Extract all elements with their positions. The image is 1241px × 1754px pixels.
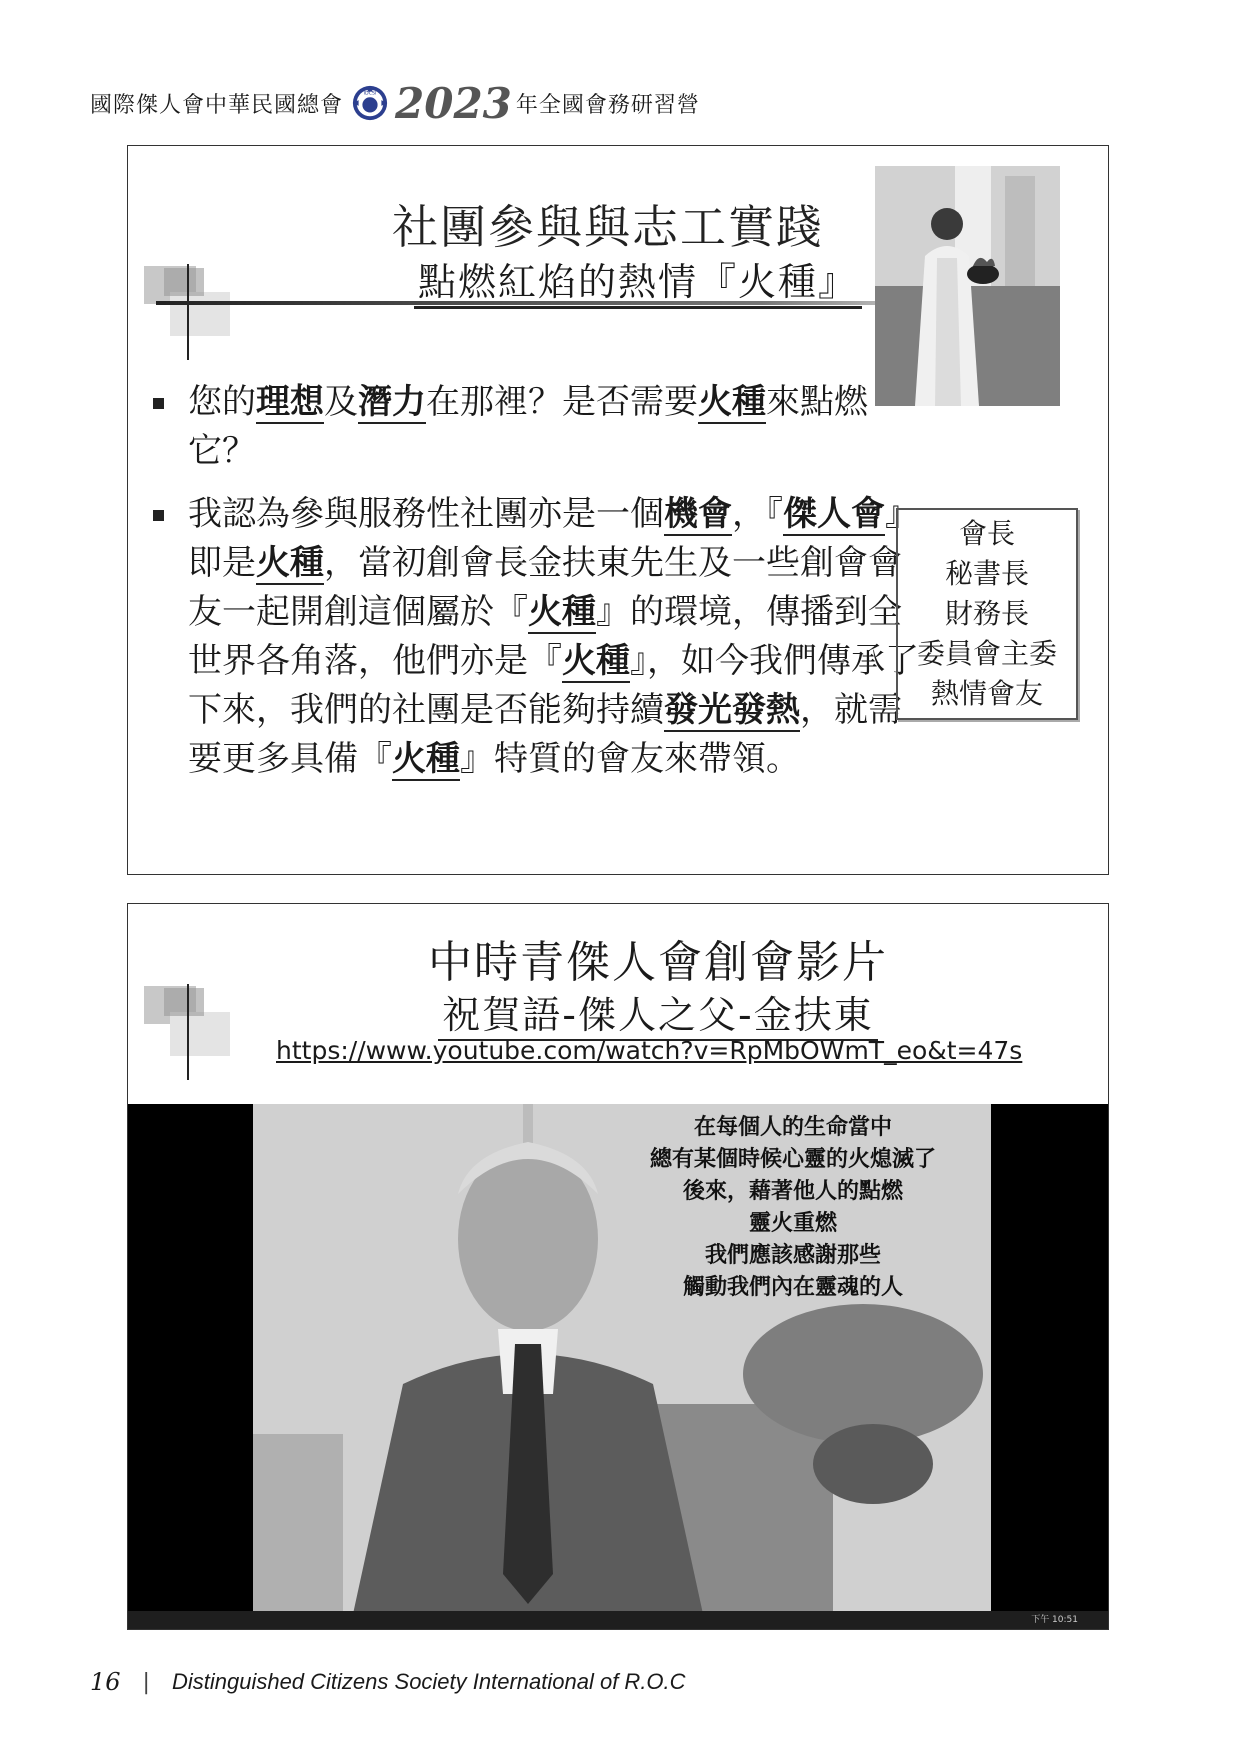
- video-link[interactable]: https://www.youtube.com/watch?v=RpMbOWmT_eo&t=47s: [276, 1036, 1023, 1065]
- keyword-text: 理想: [256, 382, 324, 422]
- slide2-subtitle: 祝賀語-傑人之父-金扶東: [308, 984, 1008, 1039]
- event-name: 年全國會務研習營: [515, 92, 700, 118]
- bullet-text: 來點燃它？: [188, 382, 868, 471]
- keyword-text: 傑人會: [783, 494, 885, 534]
- windows-taskbar: [128, 1611, 1108, 1629]
- keyword-text: 機會: [664, 494, 732, 534]
- slide1-title: 社團參與與志工實踐: [392, 200, 824, 254]
- footer-separator: |: [142, 1669, 150, 1695]
- keyword-text: 火種: [528, 592, 596, 632]
- role-item: 熱情會友: [930, 677, 1043, 710]
- woman-holding-flame-photo: [875, 166, 1060, 406]
- bullet-text: 在那裡？是否需要: [426, 382, 698, 422]
- bullet-item: [153, 490, 933, 784]
- slide2-title: 中時青傑人會創會影片: [428, 937, 888, 988]
- bullet-text: 』，如今我們傳承了下來，我們的社團是否能夠持續: [188, 641, 919, 730]
- bullet-item: [153, 378, 933, 476]
- keyword-text: 火種: [562, 641, 630, 681]
- bullet-text: 您的: [188, 382, 256, 422]
- slide1-bullets: [153, 378, 933, 798]
- role-item: 委員會主委: [916, 637, 1057, 670]
- bullet-text: 』的環境，傳播到全世界各角落，他們亦是『: [188, 592, 902, 681]
- bullet-text: ，就需要更多具備『: [188, 690, 902, 779]
- keyword-text: 潛力: [358, 382, 426, 422]
- bullet-text: ，『: [732, 494, 783, 534]
- keyword-text: 火種: [256, 543, 324, 583]
- keyword-text: 火種: [698, 382, 766, 422]
- logo-text: IDCSI: [363, 91, 377, 97]
- taskbar-clock: 下午 10:51: [1031, 1615, 1078, 1625]
- bullet-text: 』即是: [188, 494, 919, 583]
- page-number: 16: [90, 1668, 121, 1696]
- slide-volunteer-practice: [127, 145, 1109, 875]
- bullet-text: ，當初創會長金扶東先生及一些創會會友一起開創這個屬於『: [188, 543, 902, 632]
- role-item: 會長: [958, 517, 1015, 550]
- bullet-text: 我認為參與服務性社團亦是一個: [188, 494, 664, 534]
- keyword-text: 火種: [392, 739, 460, 779]
- page-footer: [90, 1668, 686, 1696]
- slide-founding-video: [127, 903, 1109, 1630]
- role-item: 財務長: [944, 597, 1029, 630]
- bullet-text: 』特質的會友來帶領。: [460, 739, 800, 779]
- video-caption: 在每個人的生命當中 總有某個時候心靈的火熄滅了 後來，藉著他人的點燃 靈火重燃 我們應該感謝那些 觸動我們內在靈魂的人: [649, 1115, 936, 1300]
- keyword-text: 發光發熱: [664, 690, 800, 730]
- society-logo-icon: [351, 84, 389, 122]
- roles-box: [896, 508, 1078, 720]
- video-screenshot: [128, 1104, 1108, 1629]
- footer-text: Distinguished Citizens Society International of R.O.C: [171, 1669, 686, 1694]
- slide1-subtitle: 點燃紅焰的熱情『火種』: [328, 251, 948, 306]
- page-header: [90, 78, 700, 128]
- org-name: 國際傑人會中華民國總會: [90, 92, 344, 118]
- bullet-text: 及: [324, 382, 358, 422]
- event-year: 2023: [395, 78, 512, 128]
- role-item: 秘書長: [944, 557, 1029, 590]
- video-frame: [253, 1104, 991, 1614]
